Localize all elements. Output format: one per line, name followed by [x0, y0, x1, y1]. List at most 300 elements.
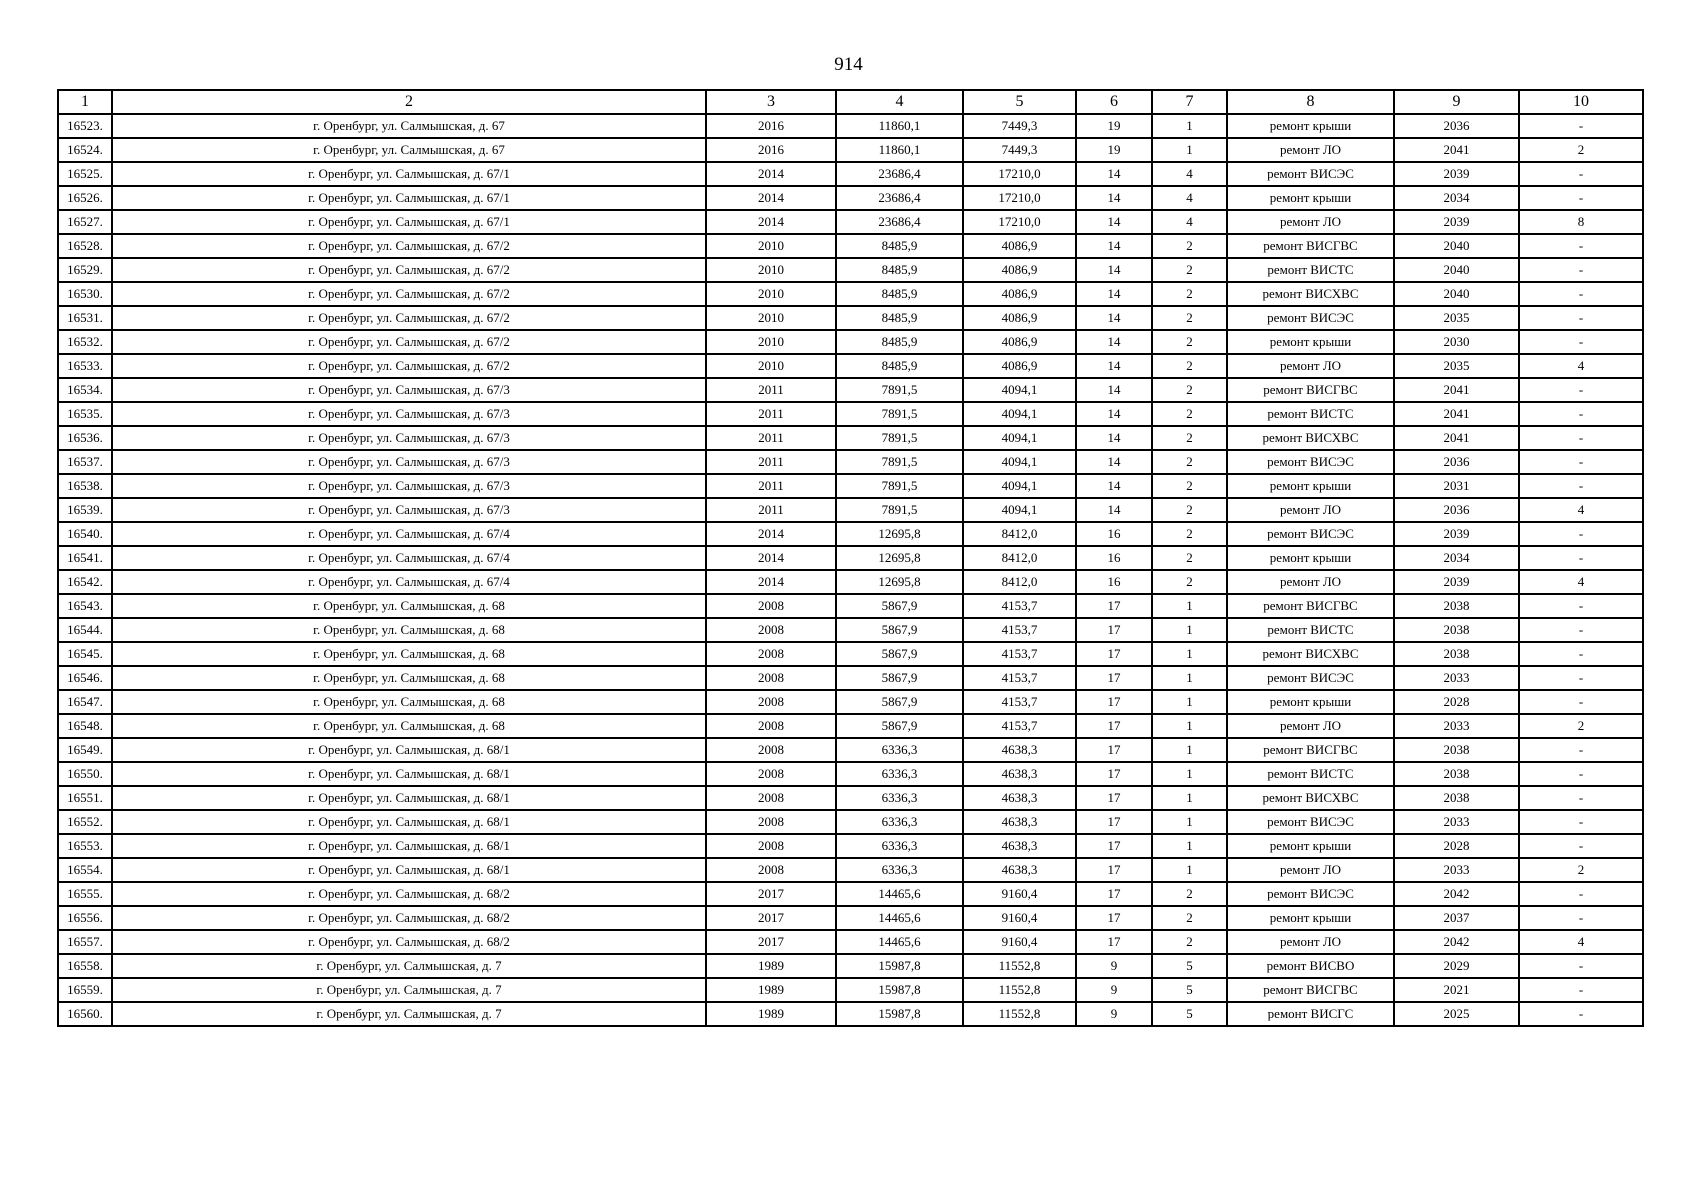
floors-cell: 9	[1076, 1002, 1152, 1026]
total-area-cell: 5867,9	[836, 642, 963, 666]
planned-year-cell: 2040	[1394, 282, 1519, 306]
total-area-cell: 12695,8	[836, 522, 963, 546]
repair-type-cell: ремонт ВИСЭС	[1227, 666, 1394, 690]
repair-type-cell: ремонт ВИСГС	[1227, 1002, 1394, 1026]
total-area-cell: 5867,9	[836, 618, 963, 642]
row-number-cell: 16556.	[58, 906, 112, 930]
quantity-cell: -	[1519, 546, 1643, 570]
row-number-cell: 16538.	[58, 474, 112, 498]
column-header-8: 8	[1227, 90, 1394, 114]
total-area-cell: 5867,9	[836, 714, 963, 738]
repair-schedule-table	[57, 89, 1644, 1027]
planned-year-cell: 2033	[1394, 714, 1519, 738]
total-area-cell: 8485,9	[836, 330, 963, 354]
total-area-cell: 8485,9	[836, 306, 963, 330]
quantity-cell: -	[1519, 810, 1643, 834]
year-built-cell: 2011	[706, 402, 836, 426]
total-area-cell: 7891,5	[836, 498, 963, 522]
entrances-cell: 2	[1152, 426, 1227, 450]
quantity-cell: -	[1519, 642, 1643, 666]
planned-year-cell: 2040	[1394, 234, 1519, 258]
entrances-cell: 2	[1152, 522, 1227, 546]
entrances-cell: 1	[1152, 594, 1227, 618]
address-cell: г. Оренбург, ул. Салмышская, д. 67/4	[112, 546, 706, 570]
column-header-6: 6	[1076, 90, 1152, 114]
living-area-cell: 4153,7	[963, 642, 1076, 666]
row-number-cell: 16555.	[58, 882, 112, 906]
floors-cell: 14	[1076, 474, 1152, 498]
planned-year-cell: 2041	[1394, 378, 1519, 402]
total-area-cell: 6336,3	[836, 810, 963, 834]
planned-year-cell: 2041	[1394, 402, 1519, 426]
year-built-cell: 2010	[706, 282, 836, 306]
address-cell: г. Оренбург, ул. Салмышская, д. 68	[112, 714, 706, 738]
year-built-cell: 2014	[706, 210, 836, 234]
floors-cell: 17	[1076, 834, 1152, 858]
entrances-cell: 2	[1152, 402, 1227, 426]
living-area-cell: 9160,4	[963, 882, 1076, 906]
table-row	[58, 114, 1643, 138]
row-number-cell: 16536.	[58, 426, 112, 450]
repair-type-cell: ремонт ВИСВО	[1227, 954, 1394, 978]
planned-year-cell: 2025	[1394, 1002, 1519, 1026]
repair-type-cell: ремонт ВИСХВС	[1227, 426, 1394, 450]
quantity-cell: -	[1519, 426, 1643, 450]
year-built-cell: 2011	[706, 378, 836, 402]
row-number-cell: 16524.	[58, 138, 112, 162]
row-number-cell: 16541.	[58, 546, 112, 570]
planned-year-cell: 2035	[1394, 306, 1519, 330]
row-number-cell: 16549.	[58, 738, 112, 762]
column-header-10: 10	[1519, 90, 1643, 114]
address-cell: г. Оренбург, ул. Салмышская, д. 67/2	[112, 330, 706, 354]
living-area-cell: 4638,3	[963, 858, 1076, 882]
year-built-cell: 2008	[706, 594, 836, 618]
column-header-5: 5	[963, 90, 1076, 114]
row-number-cell: 16523.	[58, 114, 112, 138]
quantity-cell: 8	[1519, 210, 1643, 234]
planned-year-cell: 2039	[1394, 522, 1519, 546]
quantity-cell: -	[1519, 1002, 1643, 1026]
year-built-cell: 2011	[706, 426, 836, 450]
total-area-cell: 7891,5	[836, 378, 963, 402]
row-number-cell: 16526.	[58, 186, 112, 210]
table-row	[58, 210, 1643, 234]
entrances-cell: 2	[1152, 450, 1227, 474]
repair-type-cell: ремонт ВИСХВС	[1227, 642, 1394, 666]
living-area-cell: 8412,0	[963, 522, 1076, 546]
planned-year-cell: 2033	[1394, 810, 1519, 834]
year-built-cell: 2014	[706, 162, 836, 186]
table-row	[58, 618, 1643, 642]
living-area-cell: 4094,1	[963, 450, 1076, 474]
row-number-cell: 16533.	[58, 354, 112, 378]
quantity-cell: 2	[1519, 858, 1643, 882]
year-built-cell: 2014	[706, 546, 836, 570]
table-row	[58, 930, 1643, 954]
entrances-cell: 1	[1152, 618, 1227, 642]
planned-year-cell: 2037	[1394, 906, 1519, 930]
planned-year-cell: 2036	[1394, 498, 1519, 522]
row-number-cell: 16539.	[58, 498, 112, 522]
entrances-cell: 1	[1152, 858, 1227, 882]
row-number-cell: 16530.	[58, 282, 112, 306]
planned-year-cell: 2036	[1394, 114, 1519, 138]
floors-cell: 9	[1076, 978, 1152, 1002]
table-row	[58, 858, 1643, 882]
address-cell: г. Оренбург, ул. Салмышская, д. 67/2	[112, 354, 706, 378]
total-area-cell: 7891,5	[836, 402, 963, 426]
living-area-cell: 11552,8	[963, 978, 1076, 1002]
row-number-cell: 16557.	[58, 930, 112, 954]
floors-cell: 14	[1076, 498, 1152, 522]
planned-year-cell: 2038	[1394, 618, 1519, 642]
entrances-cell: 1	[1152, 138, 1227, 162]
quantity-cell: -	[1519, 978, 1643, 1002]
year-built-cell: 2008	[706, 834, 836, 858]
planned-year-cell: 2030	[1394, 330, 1519, 354]
living-area-cell: 4153,7	[963, 666, 1076, 690]
floors-cell: 14	[1076, 210, 1152, 234]
repair-type-cell: ремонт ЛО	[1227, 858, 1394, 882]
planned-year-cell: 2033	[1394, 858, 1519, 882]
planned-year-cell: 2041	[1394, 426, 1519, 450]
total-area-cell: 14465,6	[836, 930, 963, 954]
row-number-cell: 16554.	[58, 858, 112, 882]
living-area-cell: 4638,3	[963, 738, 1076, 762]
repair-type-cell: ремонт ВИСГВС	[1227, 978, 1394, 1002]
table-row	[58, 186, 1643, 210]
entrances-cell: 5	[1152, 1002, 1227, 1026]
entrances-cell: 2	[1152, 282, 1227, 306]
quantity-cell: -	[1519, 450, 1643, 474]
planned-year-cell: 2031	[1394, 474, 1519, 498]
total-area-cell: 5867,9	[836, 594, 963, 618]
table-row	[58, 594, 1643, 618]
repair-type-cell: ремонт крыши	[1227, 474, 1394, 498]
year-built-cell: 2010	[706, 306, 836, 330]
table-row	[58, 162, 1643, 186]
address-cell: г. Оренбург, ул. Салмышская, д. 67/1	[112, 162, 706, 186]
row-number-cell: 16537.	[58, 450, 112, 474]
living-area-cell: 17210,0	[963, 210, 1076, 234]
column-header-3: 3	[706, 90, 836, 114]
planned-year-cell: 2033	[1394, 666, 1519, 690]
living-area-cell: 4086,9	[963, 306, 1076, 330]
address-cell: г. Оренбург, ул. Салмышская, д. 68	[112, 594, 706, 618]
floors-cell: 19	[1076, 114, 1152, 138]
quantity-cell: -	[1519, 306, 1643, 330]
planned-year-cell: 2039	[1394, 570, 1519, 594]
address-cell: г. Оренбург, ул. Салмышская, д. 68/1	[112, 762, 706, 786]
floors-cell: 16	[1076, 522, 1152, 546]
total-area-cell: 8485,9	[836, 354, 963, 378]
table-row	[58, 906, 1643, 930]
quantity-cell: -	[1519, 378, 1643, 402]
year-built-cell: 2008	[706, 810, 836, 834]
row-number-cell: 16544.	[58, 618, 112, 642]
entrances-cell: 2	[1152, 306, 1227, 330]
planned-year-cell: 2039	[1394, 162, 1519, 186]
floors-cell: 14	[1076, 186, 1152, 210]
repair-type-cell: ремонт ВИСЭС	[1227, 882, 1394, 906]
year-built-cell: 2008	[706, 690, 836, 714]
address-cell: г. Оренбург, ул. Салмышская, д. 67/3	[112, 426, 706, 450]
living-area-cell: 8412,0	[963, 570, 1076, 594]
repair-type-cell: ремонт ЛО	[1227, 498, 1394, 522]
table-row	[58, 786, 1643, 810]
quantity-cell: -	[1519, 738, 1643, 762]
quantity-cell: -	[1519, 594, 1643, 618]
entrances-cell: 2	[1152, 354, 1227, 378]
quantity-cell: -	[1519, 258, 1643, 282]
living-area-cell: 9160,4	[963, 930, 1076, 954]
total-area-cell: 8485,9	[836, 234, 963, 258]
floors-cell: 14	[1076, 330, 1152, 354]
year-built-cell: 2017	[706, 882, 836, 906]
quantity-cell: -	[1519, 162, 1643, 186]
year-built-cell: 2008	[706, 738, 836, 762]
quantity-cell: -	[1519, 186, 1643, 210]
planned-year-cell: 2040	[1394, 258, 1519, 282]
repair-type-cell: ремонт ВИСТС	[1227, 762, 1394, 786]
table-row	[58, 546, 1643, 570]
year-built-cell: 2017	[706, 930, 836, 954]
total-area-cell: 6336,3	[836, 738, 963, 762]
total-area-cell: 7891,5	[836, 474, 963, 498]
year-built-cell: 2011	[706, 474, 836, 498]
living-area-cell: 4153,7	[963, 594, 1076, 618]
address-cell: г. Оренбург, ул. Салмышская, д. 67/1	[112, 186, 706, 210]
year-built-cell: 1989	[706, 954, 836, 978]
address-cell: г. Оренбург, ул. Салмышская, д. 67/3	[112, 498, 706, 522]
repair-type-cell: ремонт ЛО	[1227, 570, 1394, 594]
living-area-cell: 4086,9	[963, 354, 1076, 378]
address-cell: г. Оренбург, ул. Салмышская, д. 67/3	[112, 402, 706, 426]
planned-year-cell: 2028	[1394, 690, 1519, 714]
table-row	[58, 234, 1643, 258]
quantity-cell: -	[1519, 882, 1643, 906]
repair-type-cell: ремонт крыши	[1227, 834, 1394, 858]
quantity-cell: -	[1519, 522, 1643, 546]
total-area-cell: 12695,8	[836, 570, 963, 594]
address-cell: г. Оренбург, ул. Салмышская, д. 7	[112, 954, 706, 978]
year-built-cell: 2017	[706, 906, 836, 930]
total-area-cell: 7891,5	[836, 450, 963, 474]
floors-cell: 17	[1076, 594, 1152, 618]
address-cell: г. Оренбург, ул. Салмышская, д. 68/1	[112, 858, 706, 882]
entrances-cell: 4	[1152, 162, 1227, 186]
total-area-cell: 15987,8	[836, 1002, 963, 1026]
floors-cell: 16	[1076, 546, 1152, 570]
entrances-cell: 1	[1152, 738, 1227, 762]
living-area-cell: 11552,8	[963, 954, 1076, 978]
row-number-cell: 16546.	[58, 666, 112, 690]
address-cell: г. Оренбург, ул. Салмышская, д. 67/4	[112, 522, 706, 546]
living-area-cell: 4086,9	[963, 234, 1076, 258]
living-area-cell: 9160,4	[963, 906, 1076, 930]
table-row	[58, 642, 1643, 666]
year-built-cell: 2008	[706, 858, 836, 882]
table-row	[58, 426, 1643, 450]
repair-type-cell: ремонт крыши	[1227, 186, 1394, 210]
total-area-cell: 6336,3	[836, 858, 963, 882]
year-built-cell: 2008	[706, 786, 836, 810]
living-area-cell: 4153,7	[963, 690, 1076, 714]
year-built-cell: 2008	[706, 714, 836, 738]
address-cell: г. Оренбург, ул. Салмышская, д. 68/1	[112, 738, 706, 762]
repair-type-cell: ремонт ВИСЭС	[1227, 450, 1394, 474]
year-built-cell: 2011	[706, 450, 836, 474]
total-area-cell: 6336,3	[836, 786, 963, 810]
repair-type-cell: ремонт ЛО	[1227, 930, 1394, 954]
entrances-cell: 2	[1152, 258, 1227, 282]
repair-type-cell: ремонт ВИСТС	[1227, 402, 1394, 426]
address-cell: г. Оренбург, ул. Салмышская, д. 68	[112, 690, 706, 714]
entrances-cell: 2	[1152, 930, 1227, 954]
row-number-cell: 16529.	[58, 258, 112, 282]
living-area-cell: 17210,0	[963, 162, 1076, 186]
repair-type-cell: ремонт ЛО	[1227, 354, 1394, 378]
repair-type-cell: ремонт крыши	[1227, 546, 1394, 570]
address-cell: г. Оренбург, ул. Салмышская, д. 67	[112, 114, 706, 138]
entrances-cell: 2	[1152, 882, 1227, 906]
row-number-cell: 16550.	[58, 762, 112, 786]
planned-year-cell: 2042	[1394, 930, 1519, 954]
year-built-cell: 2016	[706, 138, 836, 162]
address-cell: г. Оренбург, ул. Салмышская, д. 68/1	[112, 834, 706, 858]
floors-cell: 14	[1076, 258, 1152, 282]
floors-cell: 14	[1076, 426, 1152, 450]
floors-cell: 17	[1076, 906, 1152, 930]
floors-cell: 14	[1076, 234, 1152, 258]
entrances-cell: 1	[1152, 114, 1227, 138]
year-built-cell: 2014	[706, 570, 836, 594]
floors-cell: 16	[1076, 570, 1152, 594]
planned-year-cell: 2038	[1394, 642, 1519, 666]
row-number-cell: 16558.	[58, 954, 112, 978]
column-header-1: 1	[58, 90, 112, 114]
table-row	[58, 498, 1643, 522]
quantity-cell: -	[1519, 786, 1643, 810]
year-built-cell: 2008	[706, 618, 836, 642]
repair-type-cell: ремонт ВИСГВС	[1227, 738, 1394, 762]
living-area-cell: 8412,0	[963, 546, 1076, 570]
living-area-cell: 7449,3	[963, 138, 1076, 162]
floors-cell: 14	[1076, 162, 1152, 186]
table-row	[58, 1002, 1643, 1026]
repair-type-cell: ремонт ВИСГВС	[1227, 234, 1394, 258]
year-built-cell: 1989	[706, 1002, 836, 1026]
year-built-cell: 2008	[706, 762, 836, 786]
table-row	[58, 738, 1643, 762]
total-area-cell: 11860,1	[836, 114, 963, 138]
living-area-cell: 4086,9	[963, 330, 1076, 354]
year-built-cell: 2014	[706, 522, 836, 546]
floors-cell: 17	[1076, 762, 1152, 786]
entrances-cell: 1	[1152, 666, 1227, 690]
repair-type-cell: ремонт ЛО	[1227, 714, 1394, 738]
entrances-cell: 1	[1152, 762, 1227, 786]
row-number-cell: 16552.	[58, 810, 112, 834]
total-area-cell: 8485,9	[836, 258, 963, 282]
living-area-cell: 4638,3	[963, 786, 1076, 810]
repair-type-cell: ремонт ВИСГВС	[1227, 594, 1394, 618]
row-number-cell: 16553.	[58, 834, 112, 858]
total-area-cell: 14465,6	[836, 906, 963, 930]
row-number-cell: 16560.	[58, 1002, 112, 1026]
entrances-cell: 1	[1152, 690, 1227, 714]
table-row	[58, 402, 1643, 426]
year-built-cell: 2011	[706, 498, 836, 522]
repair-type-cell: ремонт ВИСХВС	[1227, 786, 1394, 810]
planned-year-cell: 2038	[1394, 762, 1519, 786]
total-area-cell: 14465,6	[836, 882, 963, 906]
row-number-cell: 16543.	[58, 594, 112, 618]
address-cell: г. Оренбург, ул. Салмышская, д. 67/2	[112, 258, 706, 282]
planned-year-cell: 2038	[1394, 738, 1519, 762]
repair-type-cell: ремонт ЛО	[1227, 138, 1394, 162]
repair-type-cell: ремонт крыши	[1227, 114, 1394, 138]
address-cell: г. Оренбург, ул. Салмышская, д. 67/3	[112, 378, 706, 402]
living-area-cell: 4153,7	[963, 618, 1076, 642]
living-area-cell: 11552,8	[963, 1002, 1076, 1026]
floors-cell: 14	[1076, 282, 1152, 306]
header-row	[58, 90, 1643, 114]
total-area-cell: 6336,3	[836, 834, 963, 858]
entrances-cell: 4	[1152, 186, 1227, 210]
total-area-cell: 6336,3	[836, 762, 963, 786]
year-built-cell: 2008	[706, 666, 836, 690]
table-row	[58, 522, 1643, 546]
floors-cell: 19	[1076, 138, 1152, 162]
entrances-cell: 2	[1152, 234, 1227, 258]
floors-cell: 17	[1076, 690, 1152, 714]
floors-cell: 17	[1076, 714, 1152, 738]
floors-cell: 17	[1076, 618, 1152, 642]
address-cell: г. Оренбург, ул. Салмышская, д. 67/2	[112, 234, 706, 258]
address-cell: г. Оренбург, ул. Салмышская, д. 68/2	[112, 930, 706, 954]
entrances-cell: 5	[1152, 978, 1227, 1002]
entrances-cell: 5	[1152, 954, 1227, 978]
table-row	[58, 306, 1643, 330]
total-area-cell: 12695,8	[836, 546, 963, 570]
total-area-cell: 5867,9	[836, 666, 963, 690]
floors-cell: 17	[1076, 882, 1152, 906]
address-cell: г. Оренбург, ул. Салмышская, д. 67/3	[112, 450, 706, 474]
year-built-cell: 2016	[706, 114, 836, 138]
total-area-cell: 5867,9	[836, 690, 963, 714]
planned-year-cell: 2039	[1394, 210, 1519, 234]
repair-type-cell: ремонт ВИСЭС	[1227, 810, 1394, 834]
year-built-cell: 1989	[706, 978, 836, 1002]
total-area-cell: 8485,9	[836, 282, 963, 306]
floors-cell: 17	[1076, 642, 1152, 666]
address-cell: г. Оренбург, ул. Салмышская, д. 68	[112, 618, 706, 642]
living-area-cell: 4638,3	[963, 834, 1076, 858]
living-area-cell: 4094,1	[963, 498, 1076, 522]
address-cell: г. Оренбург, ул. Салмышская, д. 68/2	[112, 882, 706, 906]
table-row	[58, 378, 1643, 402]
row-number-cell: 16531.	[58, 306, 112, 330]
living-area-cell: 4094,1	[963, 402, 1076, 426]
total-area-cell: 11860,1	[836, 138, 963, 162]
year-built-cell: 2008	[706, 642, 836, 666]
row-number-cell: 16542.	[58, 570, 112, 594]
table-row	[58, 138, 1643, 162]
living-area-cell: 4094,1	[963, 378, 1076, 402]
living-area-cell: 4153,7	[963, 714, 1076, 738]
